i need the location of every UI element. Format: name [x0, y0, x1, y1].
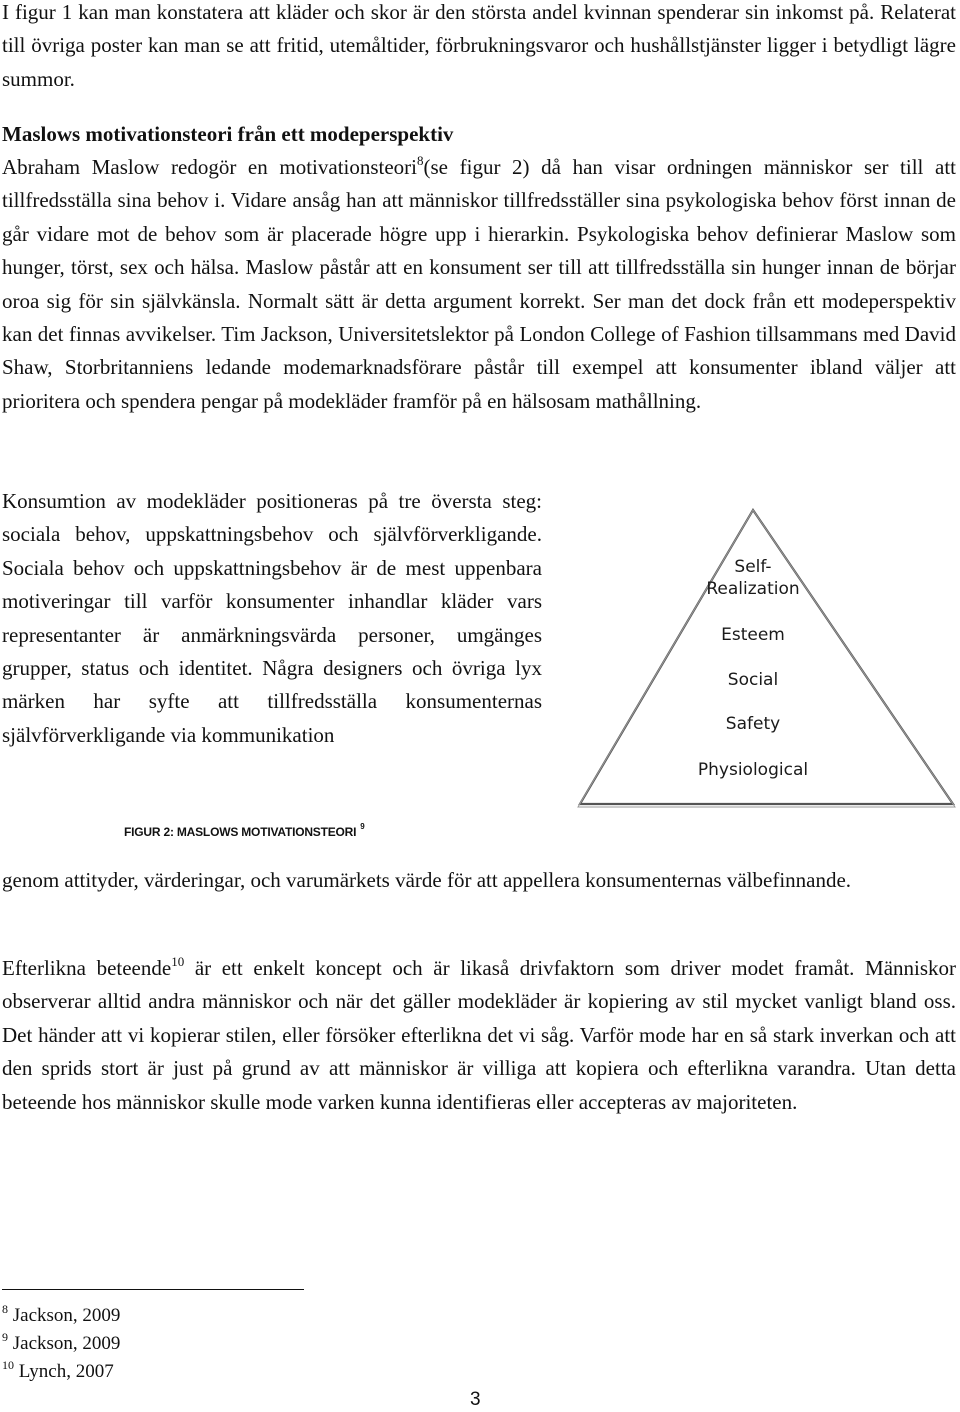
footnote-item [2, 1330, 120, 1358]
footnote-number: 8 [2, 1302, 8, 1316]
footnote-item [2, 1358, 120, 1386]
footnote-ref-8: 8 [417, 153, 424, 168]
pyramid-drawing [572, 506, 958, 814]
maslow-paragraph-start: Abraham Maslow redogör en motivationsteori [2, 155, 418, 179]
tier-self-realization-line2: Realization [706, 579, 800, 599]
maslow-paragraph [2, 151, 956, 418]
consumption-paragraph-continued: genom attityder, värderingar, och varumärkets värde för att appellera konsumenternas välbefinnande. [2, 868, 852, 892]
footnotes [2, 1302, 120, 1386]
maslow-paragraph-rest: (se figur 2) då han visar ordningen människor ser till att tillfredsställa sina behov i. Vidare ansåg han att människor tillfredsställer sina psykologiska behov först innan de går vidare mot de behov som är placerade högre upp i hierarkin. Psykologiska behov definierar Maslow som hunger, törst, sex och hälsa. Maslow påstår att en konsument ser till att tillfredsställa sin hunger innan de börjar oroa sig för sin självkänsla. Normalt sätt är detta argument korrekt. Ser man det dock från ett modeperspektiv kan det finnas avvikelser. Tim Jackson, Universitetslektor på London College of Fashion tillsammans med David Shaw, Storbritanniens ledande modemarknadsförare påstår till exempel att konsumenter ibland väljer att prioritera och spendera pengar på modekläder framför på en hälsosam mathållning. [2, 155, 956, 413]
section-heading: Maslows motivationsteori från ett modeperspektiv [2, 122, 454, 146]
consumption-paragraph [2, 485, 542, 752]
footnote-ref-10: 10 [171, 954, 185, 969]
imitation-paragraph [2, 952, 956, 1119]
figure-caption-text: FIGUR 2: MASLOWS MOTIVATIONSTEORI [124, 825, 357, 839]
footnote-text: Lynch, 2007 [18, 1361, 114, 1382]
footnote-separator [2, 1289, 304, 1290]
figure-caption [124, 822, 365, 839]
footnote-number: 9 [2, 1330, 8, 1344]
imitation-paragraph-start: Efterlikna beteende [2, 956, 172, 980]
footnote-item [2, 1302, 120, 1330]
footnote-ref-9: 9 [360, 822, 365, 831]
tier-social: Social [727, 670, 779, 690]
tier-esteem: Esteem [721, 625, 785, 645]
tier-self-realization-line1: Self- [734, 557, 772, 577]
page-number: 3 [470, 1389, 481, 1410]
imitation-paragraph-rest: är ett enkelt koncept och är likaså drivfaktorn som driver modet framåt. Människor observerar alltid andra människor och när det gäller modekläder är kopiering av stil mycket vanligt bland oss. Det händer att vi kopierar stilen, eller försöker efterlikna det vi såg. Varför mode har en så stark inverkan och att den sprids stort är just på grund av att människor är villiga att kopiera och efterlikna varandra. Utan detta beteende hos människor skulle mode varken kunna identifieras eller accepteras av majoriteten. [2, 956, 957, 1114]
footnote-number: 10 [2, 1358, 14, 1372]
intro-paragraph: I figur 1 kan man konstatera att kläder och skor är den största andel kvinnan spenderar sin inkomst på. Relaterat till övriga poster kan man se att fritid, utemåltider, förbrukningsvaror och hushållstjänster ligger i betydligt lägre summor. [2, 0, 956, 91]
footnote-text: Jackson, 2009 [12, 1305, 121, 1326]
tier-safety: Safety [725, 714, 781, 734]
footnote-text: Jackson, 2009 [12, 1333, 121, 1354]
maslow-pyramid-figure [572, 506, 958, 814]
consumption-text: Konsumtion av modekläder positioneras på tre översta steg: sociala behov, uppskattningsbehov och självförverkligande. Sociala behov och uppskattningsbehov är de mest uppenbara motiveringar till varför konsumenter inhandlar kläder vars representanter är anmärkningsvärda personer, umgänges grupper, status och identitet. Några designers och övriga lyx märken har syfte att tillfredsställa konsumenternas självförverkligande via kommunikation [2, 489, 542, 747]
tier-physiological: Physiological [697, 760, 809, 780]
